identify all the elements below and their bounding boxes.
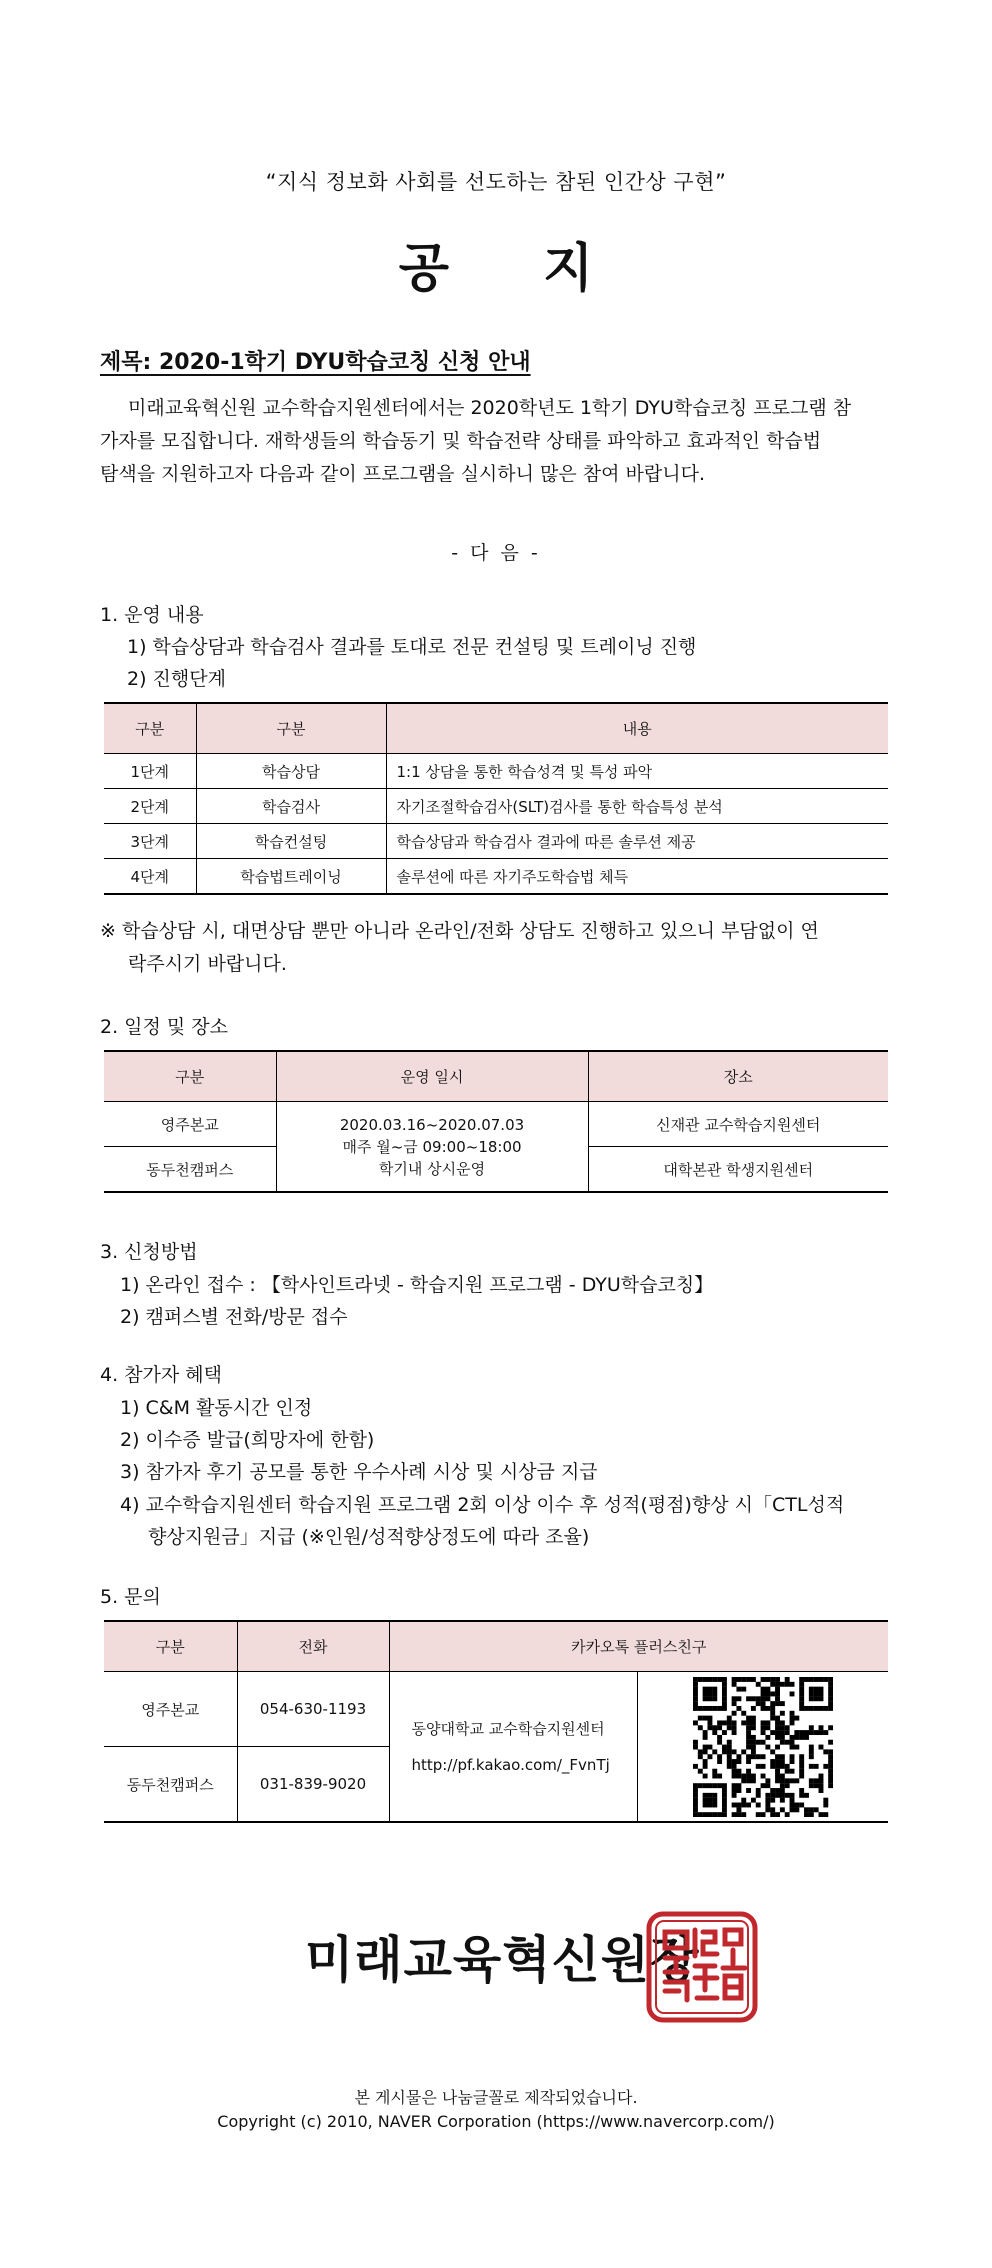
notice-subject: 제목: 2020-1학기 DYU학습코칭 신청 안내 xyxy=(100,350,531,375)
section4-item-2: 2) 이수증 발급(희망자에 한함) xyxy=(120,1429,375,1451)
table-cell: 학습상담과 학습검사 결과에 따른 솔루션 제공 xyxy=(386,824,888,859)
section3-heading: 3. 신청방법 xyxy=(100,1241,198,1263)
notice-title: 공 지 xyxy=(398,239,632,299)
section4-item-4: 4) 교수학습지원센터 학습지원 프로그램 2회 이상 이수 후 성적(평점)향상 시「CTL성적 xyxy=(120,1494,845,1516)
table-cell: 자기조절학습검사(SLT)검사를 통한 학습특성 분석 xyxy=(386,789,888,824)
table-header: 구분 xyxy=(196,703,386,754)
issuer-name: 미래교육혁신원장 xyxy=(305,1931,700,1989)
intro-line-1: 미래교육혁신원 교수학습지원센터에서는 2020학년도 1학기 DYU학습코칭 프로그램 참 xyxy=(128,397,852,419)
table-header: 구분 xyxy=(104,1051,276,1102)
table-header: 운영 일시 xyxy=(276,1051,588,1102)
table-cell: 학습상담 xyxy=(196,754,386,789)
table-header: 카카오톡 플러스친구 xyxy=(389,1621,888,1672)
section4-item-4-cont: 향상지원금」지급 (※인원/성적향상정도에 따라 조율) xyxy=(148,1526,590,1548)
table-header: 전화 xyxy=(237,1621,389,1672)
table-cell: 영주본교 xyxy=(104,1672,237,1747)
section4-item-1: 1) C&M 활동시간 인정 xyxy=(120,1397,313,1419)
table-row xyxy=(104,1102,888,1147)
copyright: Copyright (c) 2010, NAVER Corporation (https://www.navercorp.com/) xyxy=(217,2112,775,2131)
counseling-note xyxy=(100,915,900,981)
period-dates: 2020.03.16~2020.07.03 xyxy=(339,1115,525,1134)
table-cell: 솔루션에 따른 자기주도학습법 체득 xyxy=(386,859,888,895)
table-cell: 영주본교 xyxy=(104,1102,276,1147)
schedule-table xyxy=(104,1050,888,1193)
table-cell: 3단계 xyxy=(104,824,196,859)
section1-item-2: 2) 진행단계 xyxy=(127,668,226,690)
table-header-row xyxy=(104,1621,888,1672)
section4-heading: 4. 참가자 혜택 xyxy=(100,1364,222,1386)
section5-heading: 5. 문의 xyxy=(100,1586,161,1608)
table-header: 구분 xyxy=(104,1621,237,1672)
section1-item-1: 1) 학습상담과 학습검사 결과를 토대로 전문 컨설팅 및 트레이닝 진행 xyxy=(127,636,697,658)
table-header-row xyxy=(104,703,888,754)
table-cell: 대학본관 학생지원센터 xyxy=(588,1147,888,1193)
period-hours: 매주 월~금 09:00~18:00 xyxy=(342,1137,522,1156)
process-table xyxy=(104,702,888,895)
table-cell: 4단계 xyxy=(104,859,196,895)
intro-paragraph xyxy=(100,392,895,491)
dau-heading: - 다 음 - xyxy=(451,542,541,564)
section2-heading: 2. 일정 및 장소 xyxy=(100,1016,229,1038)
kakao-info-cell xyxy=(389,1672,637,1823)
table-header: 장소 xyxy=(588,1051,888,1102)
table-cell: 1단계 xyxy=(104,754,196,789)
qr-cell xyxy=(637,1672,888,1823)
intro-line-3: 탐색을 지원하고자 다음과 같이 프로그램을 실시하니 많은 참여 바랍니다. xyxy=(100,463,705,485)
table-header: 내용 xyxy=(386,703,888,754)
table-cell: 동두천캠퍼스 xyxy=(104,1747,237,1823)
table-cell: 동두천캠퍼스 xyxy=(104,1147,276,1193)
kakao-name: 동양대학교 교수학습지원센터 xyxy=(411,1719,605,1738)
slogan: “지식 정보화 사회를 선도하는 참된 인간상 구현” xyxy=(265,170,727,194)
font-credit: 본 게시물은 나눔글꼴로 제작되었습니다. xyxy=(354,2088,638,2107)
table-row xyxy=(104,859,888,895)
kakao-link[interactable]: http://pf.kakao.com/_FvnTj xyxy=(411,1755,610,1774)
table-row xyxy=(104,789,888,824)
table-cell: 1:1 상담을 통한 학습성격 및 특성 파악 xyxy=(386,754,888,789)
contact-table xyxy=(104,1620,888,1823)
official-seal-icon xyxy=(645,1910,759,2024)
qr-code-icon[interactable] xyxy=(693,1677,833,1817)
table-cell: 031-839-9020 xyxy=(237,1747,389,1823)
section1-heading: 1. 운영 내용 xyxy=(100,604,204,626)
note-line-1: ※ 학습상담 시, 대면상담 뿐만 아니라 온라인/전화 상담도 진행하고 있으니 부담없이 연 xyxy=(100,920,819,942)
schedule-period-cell xyxy=(276,1102,588,1193)
note-line-2: 락주시기 바랍니다. xyxy=(128,953,287,975)
intro-line-2: 가자를 모집합니다. 재학생들의 학습동기 및 학습전략 상태를 파악하고 효과적인 학습법 xyxy=(100,430,822,452)
table-cell: 2단계 xyxy=(104,789,196,824)
table-row xyxy=(104,754,888,789)
table-cell: 054-630-1193 xyxy=(237,1672,389,1747)
section3-item-2: 2) 캠퍼스별 전화/방문 접수 xyxy=(120,1306,348,1328)
table-cell: 학습법트레이닝 xyxy=(196,859,386,895)
table-header: 구분 xyxy=(104,703,196,754)
table-row xyxy=(104,1672,888,1747)
section4-item-3: 3) 참가자 후기 공모를 통한 우수사례 시상 및 시상금 지급 xyxy=(120,1461,598,1483)
section3-item-1: 1) 온라인 접수 : 【학사인트라넷 - 학습지원 프로그램 - DYU학습코칭】 xyxy=(120,1274,714,1296)
table-cell: 학습검사 xyxy=(196,789,386,824)
table-cell: 신재관 교수학습지원센터 xyxy=(588,1102,888,1147)
table-cell: 학습컨설팅 xyxy=(196,824,386,859)
table-row xyxy=(104,824,888,859)
period-note: 학기내 상시운영 xyxy=(378,1159,486,1178)
table-header-row xyxy=(104,1051,888,1102)
